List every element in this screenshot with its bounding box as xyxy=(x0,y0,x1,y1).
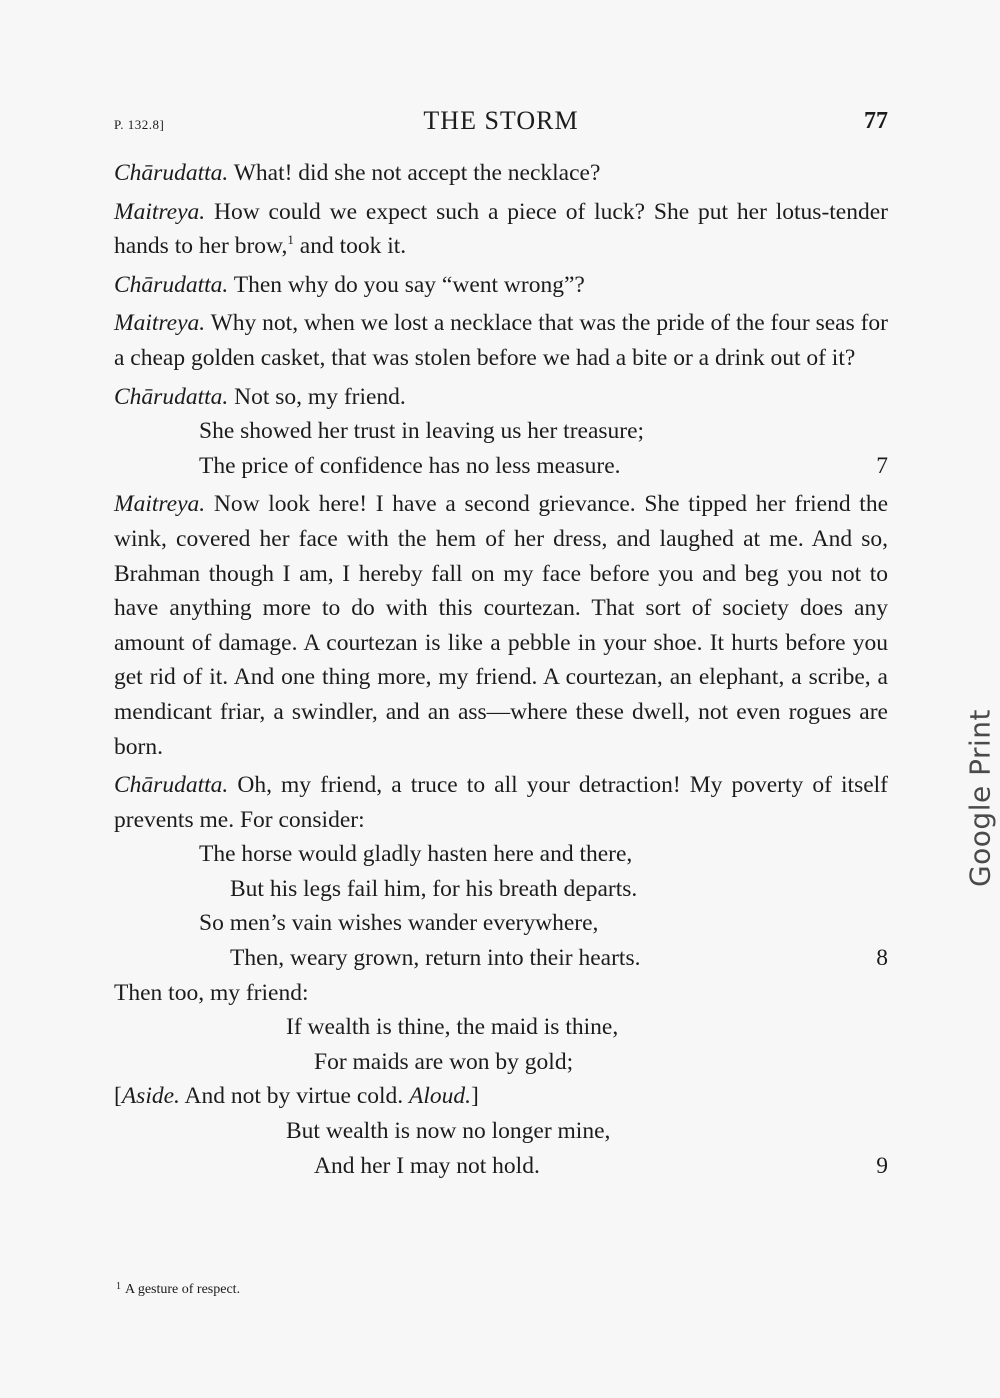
verse-line: If wealth is thine, the maid is thine, xyxy=(286,1014,619,1041)
verse-line: But wealth is now no longer mine, xyxy=(286,1118,611,1145)
dialogue-charudatta-2 xyxy=(114,268,888,303)
passage-reference: P. 132.8] xyxy=(114,117,165,132)
dialogue-maitreya-2 xyxy=(114,306,888,375)
dialogue-charudatta-4 xyxy=(114,768,888,837)
dialogue-charudatta-3 xyxy=(114,380,888,415)
speaker-name: Maitreya. xyxy=(114,491,206,518)
chapter-title: THE STORM xyxy=(423,106,579,135)
footnote-mark: 1 xyxy=(116,1281,121,1292)
dialogue-text: Then why do you say “went wrong”? xyxy=(228,271,585,298)
stage-direction-label: Aside. xyxy=(121,1083,180,1110)
verse-line: The horse would gladly hasten here and there, xyxy=(199,841,633,868)
dialogue-text: Why not, when we lost a necklace that was the pride of the four seas for a cheap golden casket, that was stolen before we had a bite or a drink out of it? xyxy=(114,310,888,371)
verse-line: And her I may not hold. 9 xyxy=(114,1149,888,1184)
verse-line: She showed her trust in leaving us her treasure; xyxy=(199,418,645,445)
dialogue-text: What! did she not accept the necklace? xyxy=(228,160,601,186)
dialogue-text: Oh, my friend, a truce to all your detraction! My poverty of itself prevents me. For consider: xyxy=(114,772,888,833)
footnote xyxy=(116,1281,240,1298)
dialogue-text: How could we expect such a piece of luck? She put her lotus-tender hands to her brow, xyxy=(114,198,888,260)
verse-line: Then, weary grown, return into their hearts. 8 xyxy=(114,941,888,976)
dialogue-text: and took it. xyxy=(293,233,407,260)
verse-line: The price of confidence has no less measure. 7 xyxy=(114,449,888,484)
speaker-name: Maitreya. xyxy=(114,198,206,225)
dialogue-maitreya-3 xyxy=(114,487,888,764)
dialogue-charudatta-5 xyxy=(114,976,888,1011)
stage-direction-label: Aloud. xyxy=(409,1083,472,1110)
speaker-name: Chārudatta. xyxy=(114,271,229,298)
dialogue-text: Then too, my friend: xyxy=(114,979,309,1006)
play-text xyxy=(114,156,888,1183)
dialogue-maitreya-1 xyxy=(114,195,888,264)
footnote-reference: 1 xyxy=(287,232,294,248)
stage-direction-aside: [Aside. And not by virtue cold. Aloud.] xyxy=(114,1083,479,1110)
dialogue-text: Not so, my friend. xyxy=(228,383,406,410)
dialogue-charudatta-1 xyxy=(114,156,888,191)
page-number: 77 xyxy=(864,108,888,134)
speaker-name: Maitreya. xyxy=(114,310,206,337)
running-head xyxy=(114,106,888,140)
verse-line: For maids are won by gold; xyxy=(314,1048,574,1075)
speaker-name: Chārudatta. xyxy=(114,160,229,186)
verse-line: But his legs fail him, for his breath departs. xyxy=(230,875,638,902)
google-print-watermark: Google Print xyxy=(963,708,997,888)
verse-line: So men’s vain wishes wander everywhere, xyxy=(199,910,599,937)
footnote-text: A gesture of respect. xyxy=(125,1282,241,1297)
verse-number: 7 xyxy=(876,452,888,479)
speaker-name: Chārudatta. xyxy=(114,772,229,799)
verse-number: 8 xyxy=(876,945,888,972)
speaker-name: Chārudatta. xyxy=(114,383,229,410)
dialogue-text: Now look here! I have a second grievance. She tipped her friend the wink, covered her face with the hem of her dress, and laughed at me. And so, Brahman though I am, I hereby fall on my face before you and beg you not to have anything more to do with this courtezan. That sort of society does any amount of damage. A courtezan is like a pebble in your shoe. It hurts before you get rid of it. And one thing more, my friend. A courtezan, an elephant, a scribe, a mendicant friar, a swindler, and an ass—where these dwell, not even rogues are born. xyxy=(114,491,888,760)
verse-number: 9 xyxy=(876,1152,888,1179)
